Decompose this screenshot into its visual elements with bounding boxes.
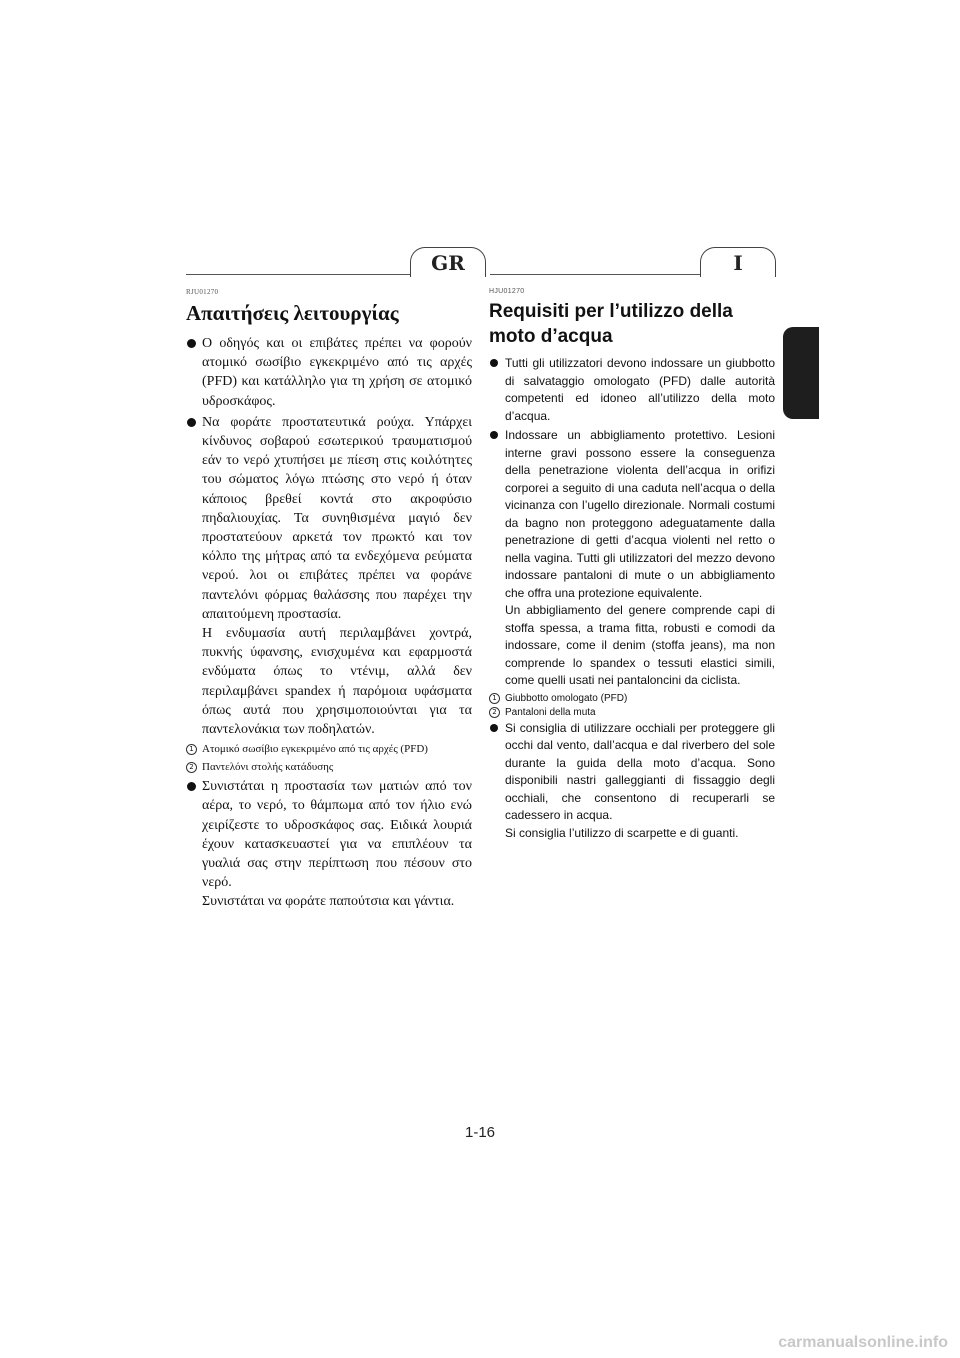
paragraph: Un abbigliamento del genere comprende capi di stoffa spessa, a trama fitta, robusti e comodi da indossare, come il denim (stoffa jeans), ma non comprende lo spandex o tessuti elastici simili, come quelli usati nei pantaloncini da ciclista. [505,603,775,687]
section-code: HJU01270 [489,288,525,295]
bullet-icon [187,782,196,791]
paragraph: Si consiglia l’utilizzo di scarpette e di guanti. [505,825,739,840]
caption-text: Παντελόνι στολής κατάδυσης [202,761,334,774]
watermark: carmanualsonline.info [778,1334,948,1351]
paragraph: Si consiglia di utilizzare occhiali per proteggere gli occhi dal vento, dall’acqua e dal riverbero del sole durante la guida della moto d’acqua. Sono disponibili nastri galleggianti di fissaggio degli occhiali, che consentono di recuperarli se cadessero in acqua. [505,720,775,822]
bullet-icon [187,339,196,348]
bullet-item [489,427,775,690]
paragraph: Να φοράτε προστατευτικά ρούχα. Υπάρχει κίνδυνος σοβαρού εσωτερικού τραυματισμού εάν το νερό χτυπήσει με πίεση στις κοιλότητες του σώματος λόγω πτώσης στο νερό ή όταν κάποιος βρεθεί κοντά στο ακροφύσιο πηδαλιουχίας. Τα συνηθισμένα μαγιό δεν προστατεύουν αρκετά τον πρωκτό και τον κόλπο της μήτρας από τα ενδεχόμενα ρεύματα νερού. λοι οι επιβάτες πρέπει να φοράνε παντελόνι φόρμας θαλάσσης που παρέχει την απαιτούμενη προστασία. [202,414,472,622]
callout-number-icon: 2 [186,762,197,773]
figure-caption [186,741,472,758]
paragraph: Ο οδηγός και οι επιβάτες πρέπει να φορούν ατομικό σωσίβιο εγκεκριμένο από τις αρχές (PFD) και κατάλληλο για τη χρήση σε ατομικό υδροσκάφος. [202,336,472,409]
bullet-icon [187,418,196,427]
bullet-icon [490,431,498,439]
callout-number-icon: 1 [489,693,500,704]
bullet-item [186,413,472,739]
bullet-icon [490,724,498,732]
callout-number-icon: 1 [186,744,197,755]
bullet-item [489,720,775,843]
language-badge-gr: GR [410,247,486,277]
header-rule-left [186,274,410,275]
section-title: Απαιτήσεις λειτουργίας [186,301,399,325]
figure-caption [186,759,472,776]
paragraph: Συνιστάται η προστασία των ματιών από τον αέρα, το νερό, το θάμπωμα από τον ήλιο ενώ χειρίζεστε το υδροσκάφος σας. Ειδικά λουριά έχουν κατασκευαστεί για να επιπλέουν τα γυαλιά σας στην περίπτωση που πέσουν στο νερό. [202,779,472,891]
paragraph: Tutti gli utilizzatori devono indossare un giubbotto di salvataggio omologato (PFD) dalle autorità competenti ed idoneo all’utilizzo della moto d’acqua. [505,356,775,423]
bullet-item [186,777,472,911]
bullet-item [186,334,472,411]
greek-column [186,288,472,914]
callout-number-icon: 2 [489,707,500,718]
caption-text: Pantaloni della muta [505,706,596,718]
caption-text: Giubbotto omologato (PFD) [505,692,628,704]
section-title: Requisiti per l’utilizzo della moto d’acqua [489,301,733,347]
bullet-icon [490,359,498,367]
caption-text: Ατομικό σωσίβιο εγκεκριμένο από τις αρχές (PFD) [202,743,428,756]
chapter-tab [783,327,819,419]
section-code: RJU01270 [186,288,219,296]
bullet-item [489,355,775,425]
paragraph: Συνιστάται να φοράτε παπούτσια και γάντια. [202,894,455,910]
paragraph: Η ενδυμασία αυτή περιλαμβάνει χοντρά, πυκνής ύφανσης, ενισχυμένα και εφαρμοστά ενδύματα όπως το ντένιμ, αλλά δεν περιλαμβάνει spandex ή παρόμοια υφάσματα όπως αυτά που χρησιμοποιούνται για τα παντελονάκια των ποδηλατών. [202,626,472,738]
page-number: 1-16 [464,1124,496,1141]
figure-caption [489,706,775,719]
italian-column [489,288,775,844]
language-badge-it: I [700,247,776,277]
paragraph: Indossare un abbigliamento protettivo. Lesioni interne gravi possono essere la conseguenza della penetrazione violenta dell’acqua in orifizi corporei a seguito di una caduta nell’acqua o della vicinanza con l’ugello direzionale. Normali costumi da bagno non proteggono adeguatamente dalla penetrazione di getti d’acqua violenti nel retto o nella vagina. Tutti gli utilizzatori del mezzo devono indossare pantaloni di mute o un abbigliamento che offra una protezione equivalente. [505,428,775,600]
figure-caption [489,692,775,705]
